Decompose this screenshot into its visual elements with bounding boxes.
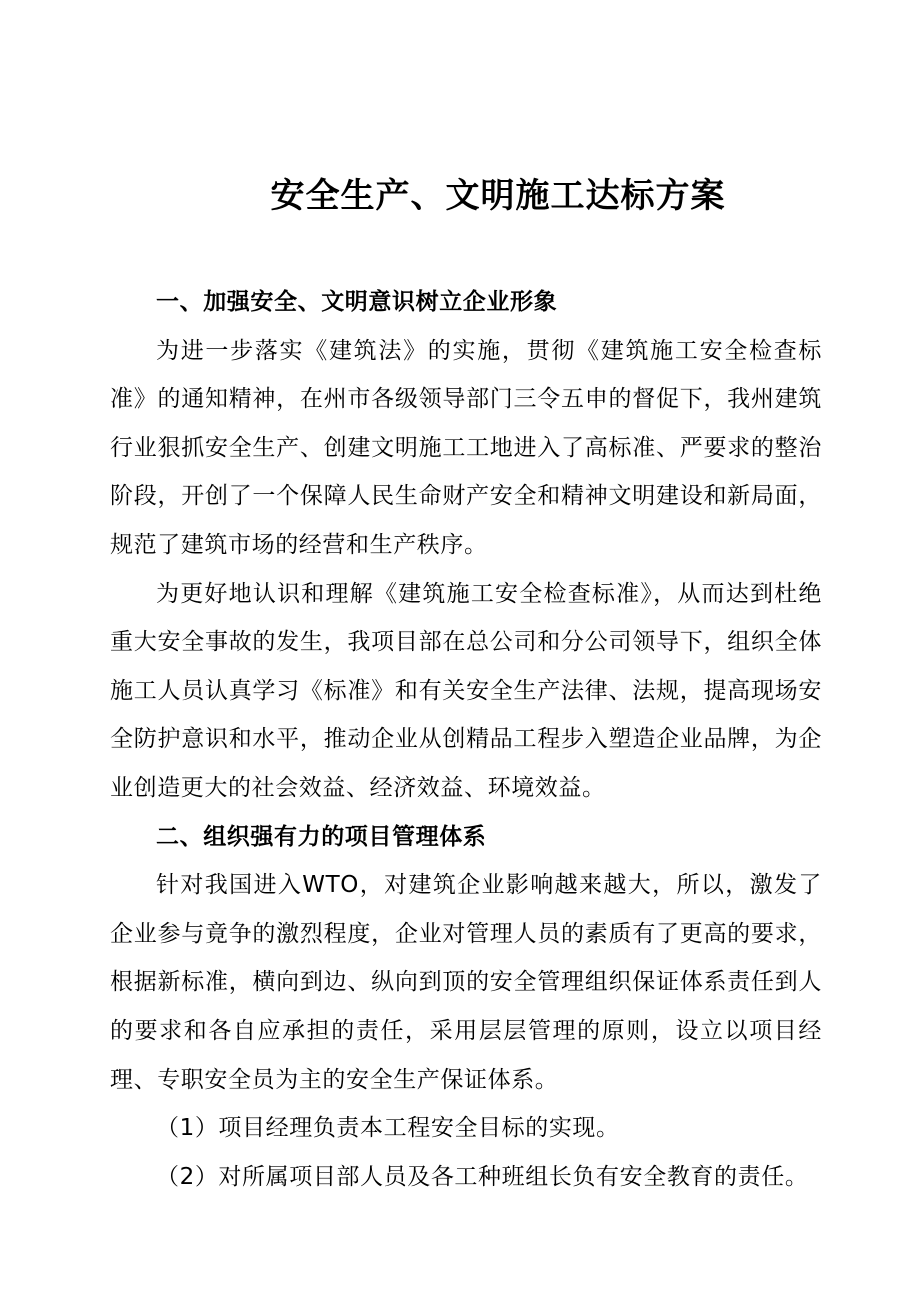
section-2-heading: 二、组织强有力的项目管理体系 [156, 823, 487, 850]
section-2-paragraph-1: 针对我国进入WTO，对建筑企业影响越来越大，所以，激发了企业参与竟争的激烈程度，企业对管理人员的素质有了更高的要求，根据新标准，横向到边、纵向到顶的安全管理组织保证体系责任到人的要求和各自应承担的责任，采用层层管理的原则，设立以项目经理、专职安全员为主的安全生产保证体系。 [110, 872, 822, 1093]
section-1-heading: 一、加强安全、文明意识树立企业形象 [156, 289, 558, 315]
document-body [110, 278, 822, 1201]
section-1-paragraph-2: 为更好地认识和理解《建筑施工安全检查标准》，从而达到杜绝重大安全事故的发生，我项目部在总公司和分公司领导下，组织全体施工人员认真学习《标准》和有关安全生产法律、法规，提高现场安全防护意识和水平，推动企业从创精品工程步入塑造企业品牌，为企业创造更大的社会效益、经济效益、环境效益。 [110, 580, 822, 801]
section-1-paragraph-1: 为进一步落实《建筑法》的实施，贯彻《建筑施工安全检查标准》的通知精神，在州市各级领导部门三令五申的督促下，我州建筑行业狠抓安全生产、创建文明施工工地进入了高标准、严要求的整治阶段，开创了一个保障人民生命财产安全和精神文明建设和新局面，规范了建筑市场的经营和生产秩序。 [110, 337, 822, 558]
section-2-item-1: （1）项目经理负责本工程安全目标的实现。 [156, 1115, 620, 1142]
section-2-item-2: （2）对所属项目部人员及各工种班组长负有安全教育的责任。 [156, 1163, 809, 1190]
document-title: 安全生产、文明施工达标方案 [270, 176, 726, 216]
